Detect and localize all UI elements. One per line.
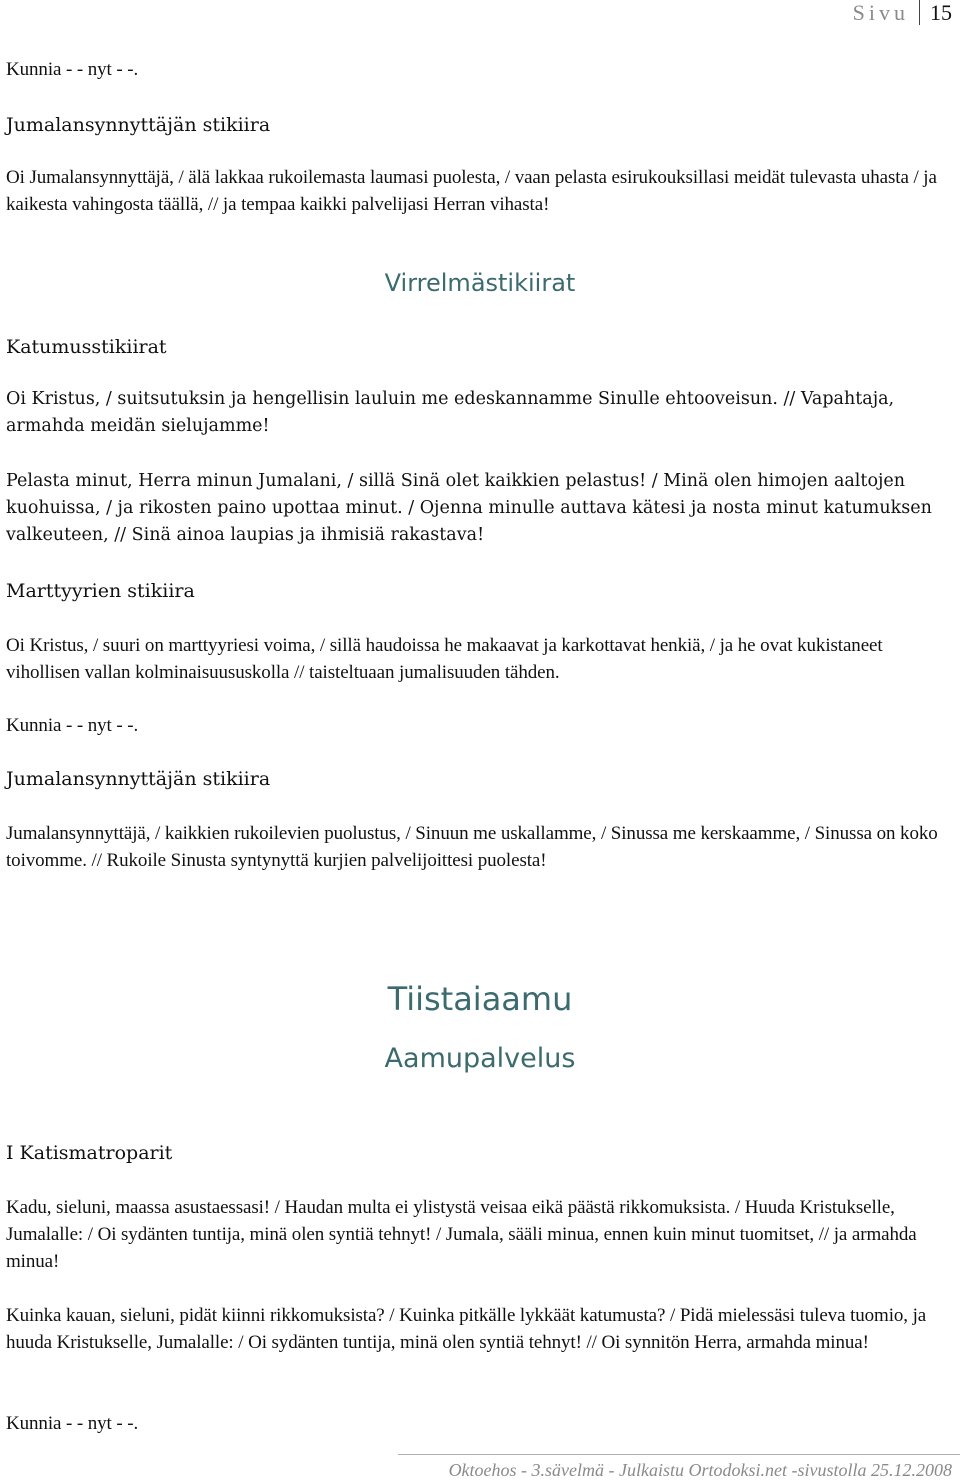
day-title: Tiistaiaamu [387,980,573,1018]
service-section-title: Virrelmästikiirat [384,269,576,297]
section-heading: Jumalansynnyttäjän stikiira [6,114,271,136]
section-heading: Jumalansynnyttäjän stikiira [6,768,271,790]
doxology-line: Kunnia - - nyt - -. [6,59,139,80]
page-number: 15 [919,0,952,25]
hymn-paragraph: Oi Jumalansynnyttäjä, / älä lakkaa rukoilemasta laumasi puolesta, / vaan pelasta esirukouksillasi meidät tulevasta uhasta / ja kaikesta vahingosta täällä, // ja tempaa kaikki palvelijasi Herran vihasta! [6,167,937,215]
hymn-paragraph: Kadu, sieluni, maassa asustaessasi! / Haudan multa ei ylistystä veisaa eikä päästä rikkomuksista. / Huuda Kristukselle, Jumalalle: / Oi sydänten tuntija, minä olen syntiä tehnyt! / Jumala, sääli minua, ennen kuin minut tuomitset, // ja armahda minua! [6,1197,917,1272]
hymn-paragraph: Kuinka kauan, sieluni, pidät kiinni rikkomuksista? / Kuinka pitkälle lykkäät katumusta? / Pidä mielessäsi tuleva tuomio, ja huuda Kristukselle, Jumalalle: / Oi sydänten tuntija, minä olen syntiä tehnyt! // Oi synnitön Herra, armahda minua! [6,1305,927,1353]
doxology-line: Kunnia - - nyt - -. [6,1413,139,1434]
footer-divider [398,1454,960,1455]
hymn-paragraph: Oi Kristus, / suitsutuksin ja hengellisin lauluin me edeskannamme Sinulle ehtooveisun. // Vapahtaja, armahda meidän sielujamme! [6,389,895,436]
section-heading: Marttyyrien stikiira [6,580,195,602]
hymn-paragraph: Jumalansynnyttäjä, / kaikkien rukoilevien puolustus, / Sinuun me uskallamme, / Sinussa me kerskaamme, / Sinussa on koko toivomme. // Rukoile Sinusta syntynyttä kurjien palvelijoittesi puolesta! [6,823,938,871]
hymn-paragraph: Pelasta minut, Herra minun Jumalani, / sillä Sinä olet kaikkien pelastus! / Minä olen himojen aaltojen kuohuissa, / ja rikosten paino upottaa minut. / Ojenna minulle auttava kätesi ja nosta minut katumuksen valkeuteen, // Sinä ainoa laupias ja ihmisiä rakastava! [6,471,932,545]
page-header [853,0,952,26]
page-footer: Oktoehos - 3.sävelmä - Julkaistu Ortodoksi.net -sivustolla 25.12.2008 [448,1460,952,1480]
service-title: Aamupalvelus [384,1043,576,1074]
section-heading: I Katismatroparit [6,1142,173,1164]
hymn-paragraph: Oi Kristus, / suuri on marttyyriesi voima, / sillä haudoissa he makaavat ja karkottavat henkiä, / ja he ovat kukistaneet vihollisen vallan kolminaisuususkolla // taisteltuaan jumalisuuden tähden. [6,635,883,683]
page-label: Sivu [852,0,909,25]
doxology-line: Kunnia - - nyt - -. [6,715,139,736]
section-heading: Katumusstikiirat [6,336,167,358]
